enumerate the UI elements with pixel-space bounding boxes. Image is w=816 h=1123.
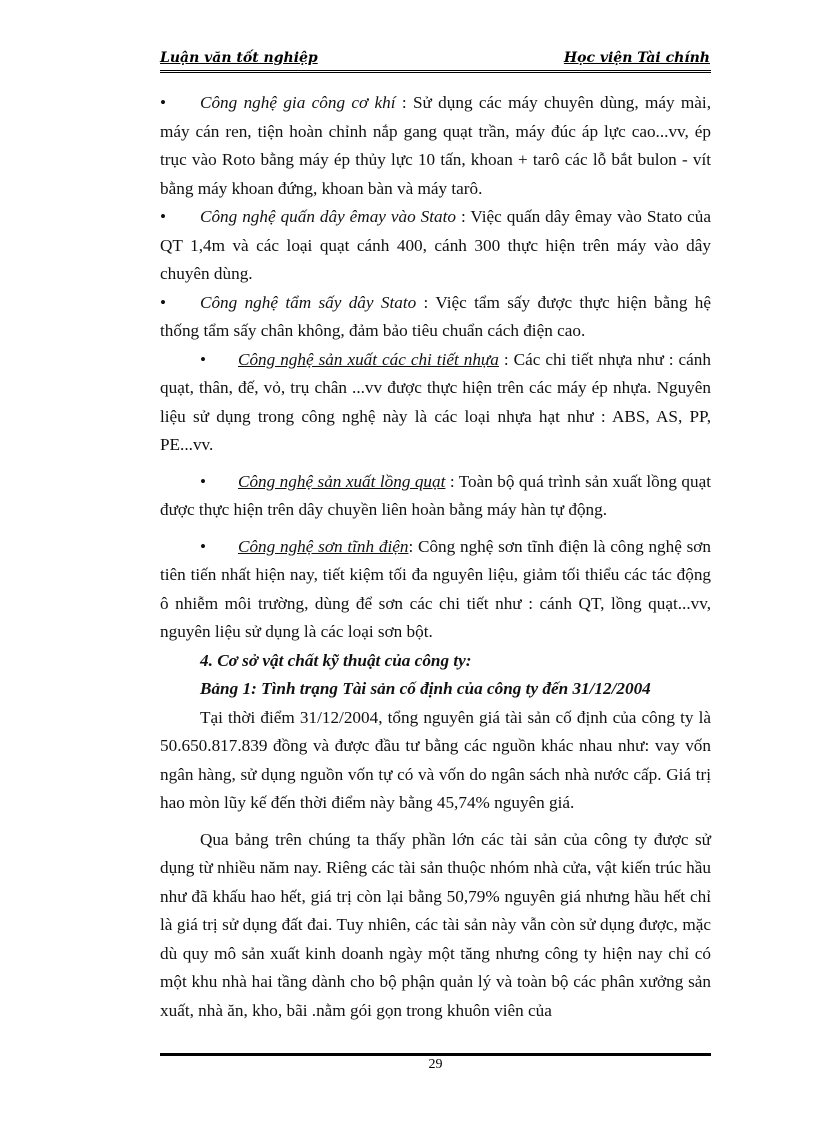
bullet-text: : Toàn bộ quá trình sản xuất lồng quạt được thực hiện trên dây chuyền liên hoàn bằng máy hàn tự động. bbox=[160, 471, 711, 519]
header-institution: Học viện Tài chính bbox=[563, 50, 710, 66]
bullet-item bbox=[160, 89, 711, 203]
bullet-item bbox=[160, 468, 711, 525]
bullet-term: Công nghệ tẩm sấy dây Stato bbox=[200, 292, 417, 312]
bullet-icon: • bbox=[160, 207, 167, 226]
bullet-text: : Công nghệ sơn tĩnh điện là công nghệ sơn tiên tiến nhất hiện nay, tiết kiệm tối đa nguyên liệu, giảm tối thiểu các tác động ô nhiễm môi trường, dùng để sơn các chi tiết như : cánh QT, lồng quạt...vv, nguyên liệu sử dụng là các loại sơn bột. bbox=[160, 536, 711, 641]
page-body bbox=[160, 89, 711, 1025]
bullet-icon: • bbox=[200, 349, 207, 369]
bullet-text: : Sử dụng các máy chuyên dùng, máy mài, máy cán ren, tiện hoàn chỉnh nắp gang quạt trần, máy đúc áp lực cao...vv, ép trục vào Roto bằng máy ép thủy lực 10 tấn, khoan + tarô các lỗ bắt bulon - vít bằng máy khoan đứng, khoan bàn và máy tarô. bbox=[160, 93, 712, 198]
bullet-icon: • bbox=[160, 292, 167, 312]
bullet-icon: • bbox=[200, 471, 207, 491]
header-thesis-title: Luận văn tốt nghiệp bbox=[160, 50, 318, 66]
bullet-item bbox=[160, 203, 711, 289]
body-paragraph: Qua bảng trên chúng ta thấy phần lớn các tài sản của công ty được sử dụng từ nhiều năm nay. Riêng các tài sản thuộc nhóm nhà cửa, vật kiến trúc hầu như đã khấu hao hết, giá trị còn lại bằng 50,79% nguyên giá nhưng hầu hết chỉ là giá trị sử dụng đất đai. Tuy nhiên, các tài sản này vẫn còn sử dụng được, mặc dù quy mô sản xuất kinh doanh ngày một tăng nhưng công ty hiện nay chỉ có một khu nhà hai tầng dành cho bộ phận quản lý và toàn bộ các phân xưởng sản xuất, nhà ăn, kho, bãi .nằm gói gọn trong khuôn viên của bbox=[160, 829, 711, 1020]
footer-divider bbox=[160, 1053, 711, 1056]
page-number: 29 bbox=[428, 1057, 443, 1072]
bullet-item bbox=[160, 289, 711, 346]
bullet-term: Công nghệ sơn tĩnh điện bbox=[238, 536, 409, 556]
bullet-icon: • bbox=[160, 93, 167, 112]
bullet-text: : Việc tẩm sấy được thực hiện bằng hệ thống tẩm sấy chân không, đảm bảo tiêu chuẩn cách điện cao. bbox=[160, 292, 711, 340]
body-paragraph: Tại thời điểm 31/12/2004, tổng nguyên giá tài sản cố định của công ty là 50.650.817.839 đồng và được đầu tư bằng các nguồn khác nhau như: vay vốn ngân hàng, sử dụng nguồn vốn tự có và vốn do ngân sách nhà nước cấp. Giá trị hao mòn lũy kế đến thời điểm này bằng 45,74% nguyên giá. bbox=[160, 707, 711, 812]
bullet-term: Công nghệ sản xuất các chi tiết nhựa bbox=[238, 349, 499, 369]
bullet-item bbox=[160, 533, 711, 647]
header-divider bbox=[160, 70, 711, 73]
bullet-term: Công nghệ gia công cơ khí bbox=[200, 93, 396, 112]
bullet-term: Công nghệ sản xuất lồng quạt bbox=[238, 471, 446, 491]
page-header bbox=[160, 50, 710, 70]
table-heading: Bảng 1: Tình trạng Tài sản cố định của công ty đến 31/12/2004 bbox=[200, 679, 651, 698]
section-heading: 4. Cơ sở vật chất kỹ thuật của công ty: bbox=[200, 650, 472, 670]
bullet-term: Công nghệ quấn dây êmay vào Stato bbox=[200, 207, 457, 226]
bullet-text: : Các chi tiết nhựa như : cánh quạt, thân, đế, vỏ, trụ chân ...vv được thực hiện trên các máy ép nhựa. Nguyên liệu sử dụng trong công nghệ này là các loại nhựa hạt như : ABS, AS, PP, PE...vv. bbox=[160, 349, 711, 454]
bullet-icon: • bbox=[200, 536, 207, 556]
bullet-text: : Việc quấn dây êmay vào Stato của QT 1,4m và các loại quạt cánh 400, cánh 300 thực hiện trên máy vào dây chuyên dùng. bbox=[160, 207, 711, 283]
bullet-item bbox=[160, 346, 711, 460]
